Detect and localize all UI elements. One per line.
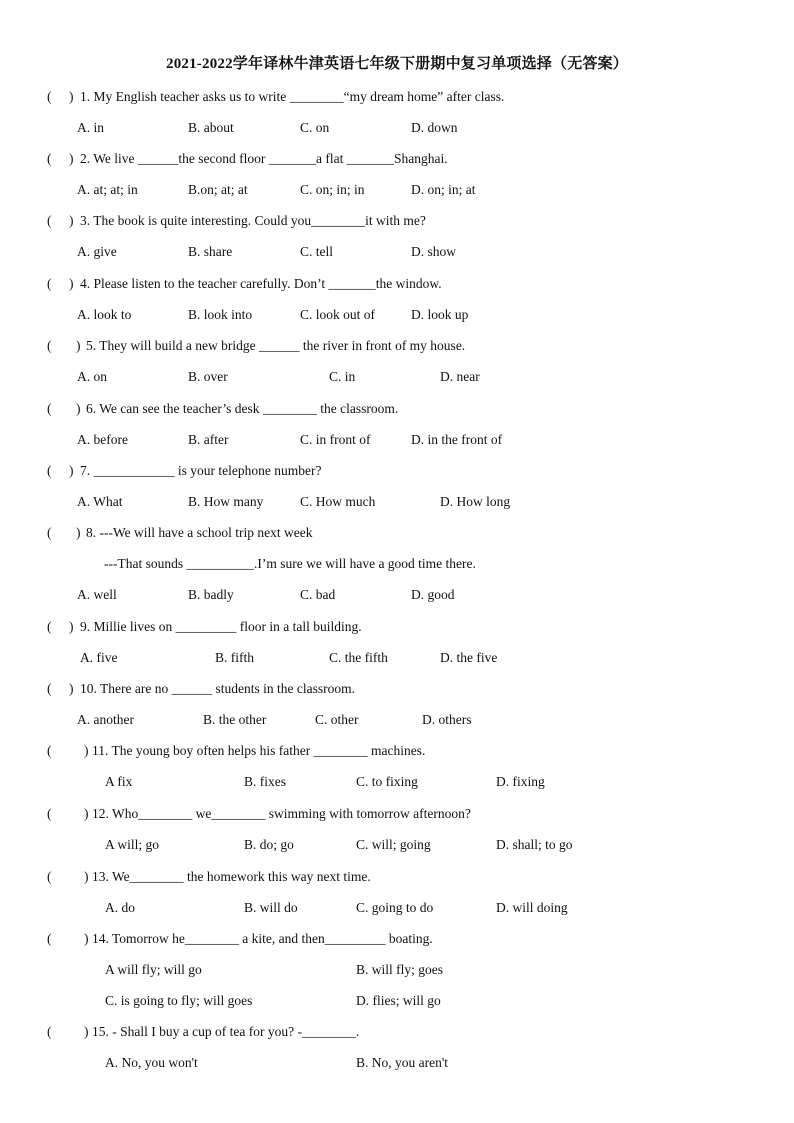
- answer-option: A. another: [77, 712, 134, 727]
- answer-option: D. good: [411, 587, 455, 602]
- answer-option: B. over: [188, 369, 228, 384]
- answer-option: A. at; at; in: [77, 182, 138, 197]
- answer-option: B. look into: [188, 307, 253, 322]
- answer-paren-right: ): [84, 1024, 89, 1039]
- answer-option: D. flies; will go: [356, 993, 441, 1008]
- answer-option: D. down: [411, 120, 458, 135]
- answer-paren-left: (: [47, 463, 52, 478]
- question-text: 6. We can see the teacher’s desk ________ the classroom.: [86, 401, 399, 416]
- question-text: 12. Who________ we________ swimming with tomorrow afternoon?: [92, 806, 471, 821]
- answer-option: D. fixing: [496, 774, 545, 789]
- answer-option: D. look up: [411, 307, 469, 322]
- answer-option: B. fifth: [215, 650, 254, 665]
- answer-paren-left: (: [47, 276, 52, 291]
- answer-paren-right: ): [69, 151, 74, 166]
- answer-option: C. in front of: [300, 432, 371, 447]
- answer-paren-right: ): [76, 525, 81, 540]
- answer-paren-left: (: [47, 338, 52, 353]
- answer-option: C. look out of: [300, 307, 376, 322]
- answer-option: D. shall; to go: [496, 837, 573, 852]
- answer-option: D. the five: [440, 650, 498, 665]
- answer-option: C. to fixing: [356, 774, 418, 789]
- answer-paren-left: (: [47, 619, 52, 634]
- question-text: 14. Tomorrow he________ a kite, and then_________ boating.: [92, 931, 433, 946]
- question-text: 3. The book is quite interesting. Could you________it with me?: [80, 213, 426, 228]
- answer-option: B. fixes: [244, 774, 286, 789]
- answer-option: B. will do: [244, 900, 298, 915]
- question-text: 2. We live ______the second floor _______a flat _______Shanghai.: [80, 151, 448, 166]
- answer-option: B. share: [188, 244, 233, 259]
- answer-paren-left: (: [47, 151, 52, 166]
- answer-paren-right: ): [69, 213, 74, 228]
- answer-option: A will; go: [105, 837, 160, 852]
- answer-option: A. in: [77, 120, 104, 135]
- answer-option: C. bad: [300, 587, 336, 602]
- answer-option: A. What: [77, 494, 123, 509]
- answer-option: B. the other: [203, 712, 267, 727]
- answer-paren-right: ): [69, 619, 74, 634]
- answer-option: B. No, you aren't: [356, 1055, 449, 1070]
- answer-paren-left: (: [47, 89, 52, 104]
- answer-paren-left: (: [47, 525, 52, 540]
- answer-option: D. show: [411, 244, 457, 259]
- answer-paren-left: (: [47, 931, 52, 946]
- question-text: 1. My English teacher asks us to write ________“my dream home” after class.: [80, 89, 505, 104]
- answer-paren-right: ): [69, 681, 74, 696]
- answer-paren-right: ): [84, 806, 89, 821]
- answer-paren-right: ): [76, 338, 81, 353]
- question-text: 13. We________ the homework this way next time.: [92, 869, 371, 884]
- question-text: 9. Millie lives on _________ floor in a tall building.: [80, 619, 362, 634]
- answer-option: C. on: [300, 120, 330, 135]
- answer-option: A. well: [77, 587, 117, 602]
- question-text-reply: ---That sounds __________.I’m sure we will have a good time there.: [104, 556, 476, 571]
- answer-option: A. five: [80, 650, 118, 665]
- page-title: 2021-2022学年译林牛津英语七年级下册期中复习单项选择（无答案）: [166, 56, 628, 72]
- answer-option: B. will fly; goes: [356, 962, 443, 977]
- answer-paren-left: (: [47, 869, 52, 884]
- answer-paren-right: ): [84, 869, 89, 884]
- answer-option: C. will; going: [356, 837, 431, 852]
- answer-option: A. before: [77, 432, 128, 447]
- answer-paren-right: ): [76, 401, 81, 416]
- answer-option: C. going to do: [356, 900, 434, 915]
- question-text: 10. There are no ______ students in the classroom.: [80, 681, 355, 696]
- question-text: 15. - Shall I buy a cup of tea for you? -________.: [92, 1024, 360, 1039]
- answer-paren-left: (: [47, 806, 52, 821]
- answer-paren-left: (: [47, 1024, 52, 1039]
- answer-option: A. on: [77, 369, 107, 384]
- answer-option: B. about: [188, 120, 234, 135]
- question-text: 5. They will build a new bridge ______ the river in front of my house.: [86, 338, 466, 353]
- answer-option: A. give: [77, 244, 117, 259]
- answer-paren-left: (: [47, 213, 52, 228]
- answer-option: C. in: [329, 369, 356, 384]
- answer-paren-right: ): [69, 463, 74, 478]
- answer-paren-left: (: [47, 401, 52, 416]
- question-text: 11. The young boy often helps his father ________ machines.: [92, 743, 426, 758]
- answer-paren-right: ): [84, 931, 89, 946]
- answer-paren-left: (: [47, 743, 52, 758]
- answer-option: C. the fifth: [329, 650, 388, 665]
- answer-option: A. No, you won't: [105, 1055, 198, 1070]
- answer-option: B. after: [188, 432, 229, 447]
- answer-option: D. on; in; at: [411, 182, 476, 197]
- answer-option: A will fly; will go: [105, 962, 202, 977]
- answer-option: C. tell: [300, 244, 333, 259]
- answer-paren-right: ): [69, 89, 74, 104]
- answer-option: D. will doing: [496, 900, 568, 915]
- answer-option: A. look to: [77, 307, 132, 322]
- answer-option: C. other: [315, 712, 359, 727]
- answer-option: B. badly: [188, 587, 234, 602]
- answer-option: B. How many: [188, 494, 264, 509]
- answer-option: C. on; in; in: [300, 182, 365, 197]
- question-text: 7. ____________ is your telephone number?: [80, 463, 322, 478]
- answer-paren-right: ): [69, 276, 74, 291]
- answer-paren-left: (: [47, 681, 52, 696]
- question-text: 4. Please listen to the teacher carefully. Don’t _______the window.: [80, 276, 442, 291]
- answer-option: D. in the front of: [411, 432, 503, 447]
- answer-option: B.on; at; at: [188, 182, 248, 197]
- answer-option: D. others: [422, 712, 472, 727]
- answer-option: C. How much: [300, 494, 376, 509]
- answer-option: D. How long: [440, 494, 511, 509]
- question-text: 8. ---We will have a school trip next week: [86, 525, 313, 540]
- answer-option: D. near: [440, 369, 480, 384]
- answer-option: A. do: [105, 900, 135, 915]
- answer-paren-right: ): [84, 743, 89, 758]
- answer-option: B. do; go: [244, 837, 294, 852]
- answer-option: A fix: [105, 774, 133, 789]
- answer-option: C. is going to fly; will goes: [105, 993, 253, 1008]
